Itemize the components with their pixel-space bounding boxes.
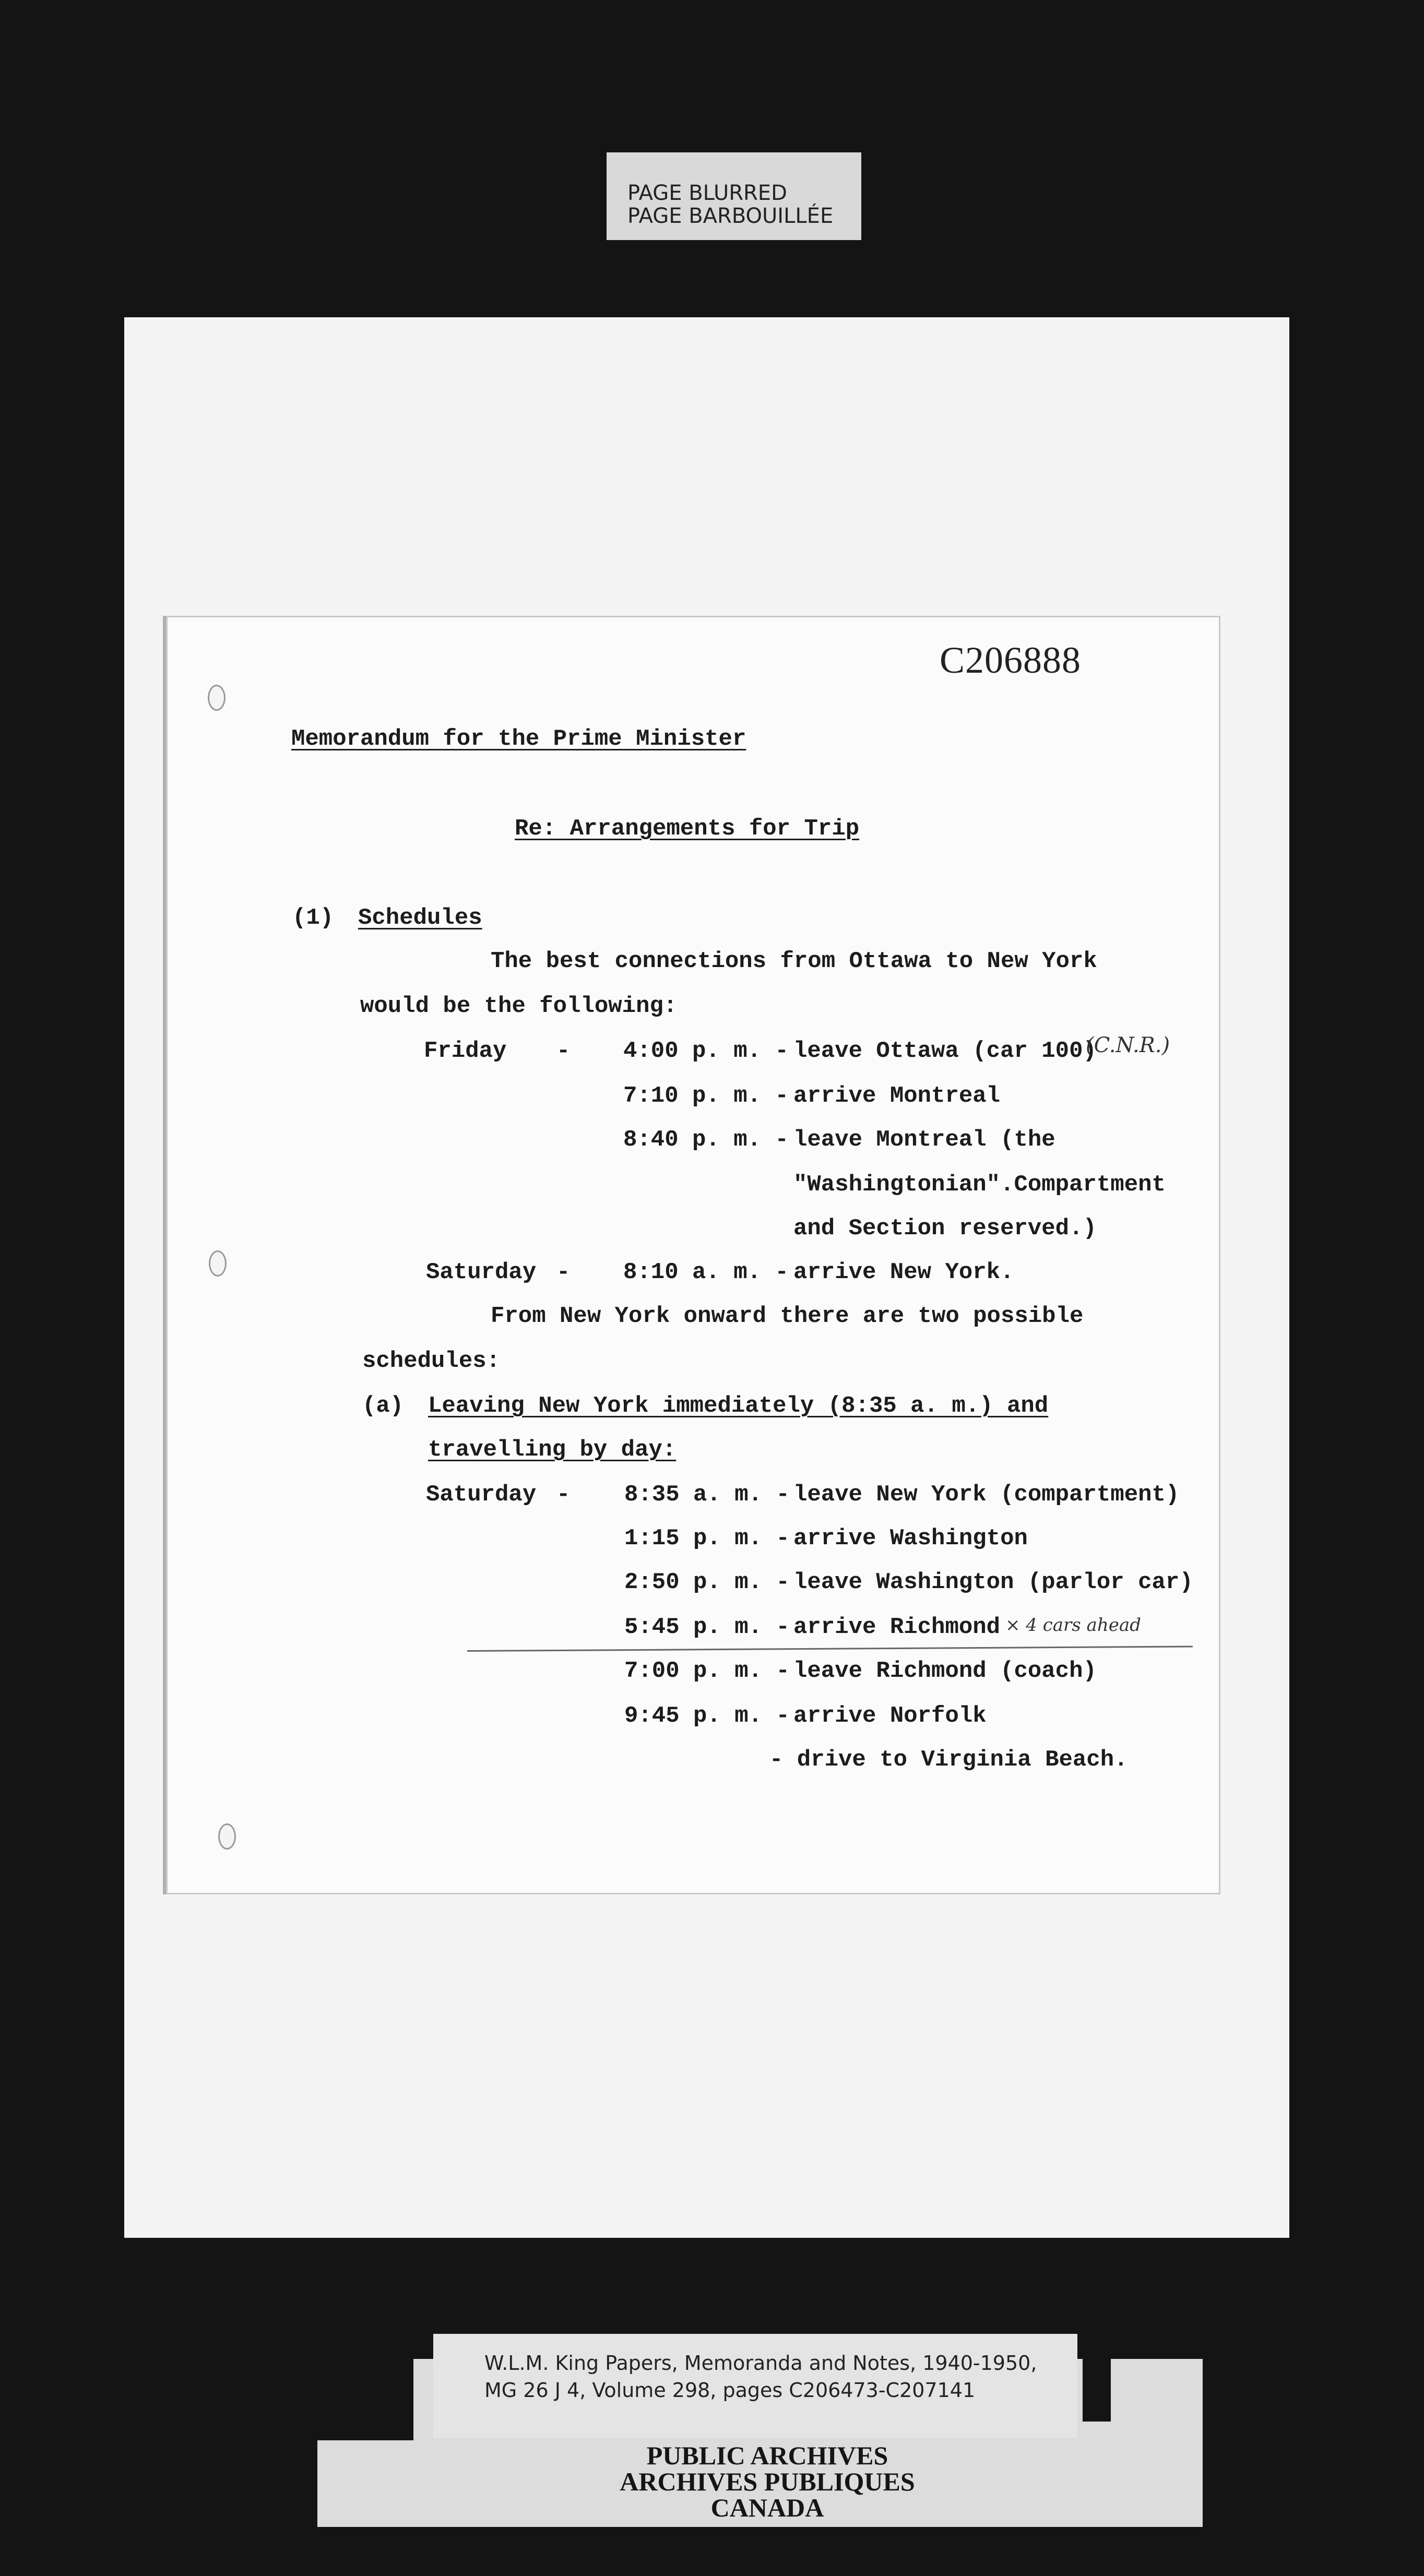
archives-line-3: CANADA [710,2493,824,2522]
schedule-dash: - [556,1259,571,1285]
page-blurred-tag [607,152,861,240]
schedule-desc: arrive New York. [793,1259,1014,1285]
tag-line-french: PAGE BARBOUILLÉE [627,204,834,228]
public-archives-stamp-text [559,2442,976,2521]
archives-line-1: PUBLIC ARCHIVES [646,2441,888,2470]
schedule-desc: leave Ottawa (car 100) [793,1038,1097,1064]
schedule-desc: leave New York (compartment) [793,1482,1180,1508]
schedule-time: 1:15 p. m. - [624,1525,790,1552]
schedule-desc: leave Montreal (the [793,1127,1055,1153]
schedule-desc: and Section reserved.) [793,1215,1097,1242]
schedule-day: Saturday [426,1482,537,1508]
handwritten-note: × 4 cars ahead [1005,1615,1141,1636]
section-title: Schedules [358,905,482,931]
citation-line-2: MG 26 J 4, Volume 298, pages C206473-C207141 [484,2379,976,2402]
citation-line-1: W.L.M. King Papers, Memoranda and Notes, 1940-1950, [484,2352,1037,2375]
schedule-dash: - [556,1482,571,1508]
punch-hole-middle [209,1250,227,1277]
memo-title: Memorandum for the Prime Minister [291,726,746,752]
schedule-desc: - drive to Virginia Beach. [769,1747,1128,1773]
stamp-notch-right [1083,2359,1111,2422]
paragraph-2-line-1: From New York onward there are two possible [491,1303,1084,1329]
schedule-dash: - [556,1038,571,1064]
schedule-time: 8:35 a. m. - [624,1482,790,1508]
option-a-line-1: Leaving New York immediately (8:35 a. m.) and [428,1393,1049,1419]
schedule-desc: arrive Richmond [793,1614,1001,1640]
paragraph-1-line-1: The best connections from Ottawa to New York [491,948,1097,974]
schedule-time: 4:00 p. m. - [623,1038,789,1064]
tag-line-english: PAGE BLURRED [627,181,787,205]
option-a-label: (a) [362,1393,404,1419]
punch-hole-bottom [218,1823,236,1850]
schedule-desc: "Washingtonian".Compartment [793,1172,1166,1198]
archives-line-2: ARCHIVES PUBLIQUES [620,2467,915,2496]
schedule-time: 7:10 p. m. - [623,1083,789,1109]
section-number: (1) [292,905,334,931]
citation-label [433,2334,1077,2438]
schedule-desc: leave Washington (parlor car) [793,1569,1193,1595]
stamp-notch-left [317,2359,413,2440]
schedule-time: 9:45 p. m. - [624,1703,790,1729]
schedule-desc: arrive Montreal [793,1083,1001,1109]
schedule-day: Saturday [426,1259,537,1285]
paragraph-1-line-2: would be the following: [360,993,678,1019]
schedule-time: 2:50 p. m. - [624,1569,790,1595]
schedule-time: 8:40 p. m. - [623,1127,789,1153]
schedule-day: Friday [424,1038,507,1064]
memo-subject: Re: Arrangements for Trip [515,816,860,842]
schedule-desc: arrive Norfolk [793,1703,987,1729]
paragraph-2-line-2: schedules: [362,1348,501,1374]
punch-hole-top [208,685,226,711]
option-a-line-2: travelling by day: [428,1437,677,1463]
schedule-time: 7:00 p. m. - [624,1658,790,1684]
document-number: C206888 [940,639,1082,681]
schedule-time: 5:45 p. m. - [624,1614,790,1640]
schedule-desc: arrive Washington [793,1525,1028,1552]
schedule-desc: leave Richmond (coach) [793,1658,1097,1684]
handwritten-cnr: (C.N.R.) [1086,1033,1170,1057]
schedule-time: 8:10 a. m. - [623,1259,789,1285]
